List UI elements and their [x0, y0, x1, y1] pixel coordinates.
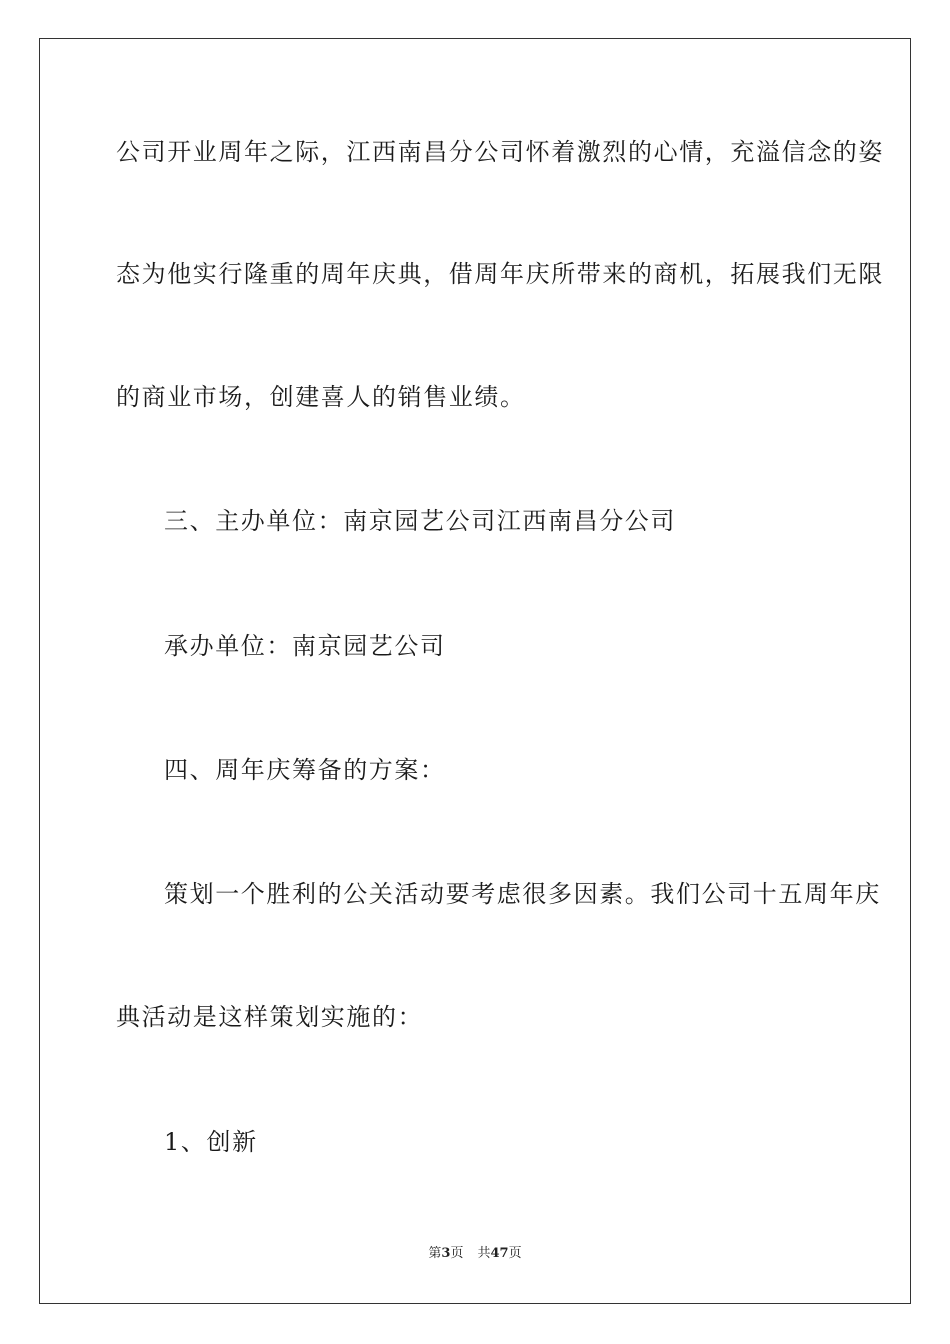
paragraph-line-7: 策划一个胜利的公关活动要考虑很多因素。我们公司十五周年庆 — [164, 880, 881, 908]
page-border — [39, 38, 911, 1304]
page-prefix: 第 — [428, 1246, 442, 1261]
paragraph-line-1: 公司开业周年之际，江西南昌分公司怀着激烈的心情，充溢信念的姿 — [116, 138, 884, 166]
page-number: 3 — [441, 1246, 451, 1261]
paragraph-line-3: 的商业市场，创建喜人的销售业绩。 — [116, 383, 526, 411]
total-suffix: 页 — [508, 1246, 522, 1261]
total-pages: 47 — [490, 1246, 509, 1261]
list-item-innovation: 1、创新 — [164, 1128, 258, 1156]
paragraph-line-2: 态为他实行隆重的周年庆典，借周年庆所带来的商机，拓展我们无限 — [116, 260, 884, 288]
paragraph-line-8: 典活动是这样策划实施的： — [116, 1003, 424, 1031]
total-prefix: 共 — [477, 1246, 491, 1261]
heading-preparation-plan: 四、周年庆筹备的方案： — [164, 756, 446, 784]
page-footer — [0, 1246, 950, 1262]
page-suffix: 页 — [450, 1246, 464, 1261]
heading-organizer: 三、主办单位：南京园艺公司江西南昌分公司 — [164, 507, 676, 535]
co-organizer-line: 承办单位：南京园艺公司 — [164, 632, 446, 660]
